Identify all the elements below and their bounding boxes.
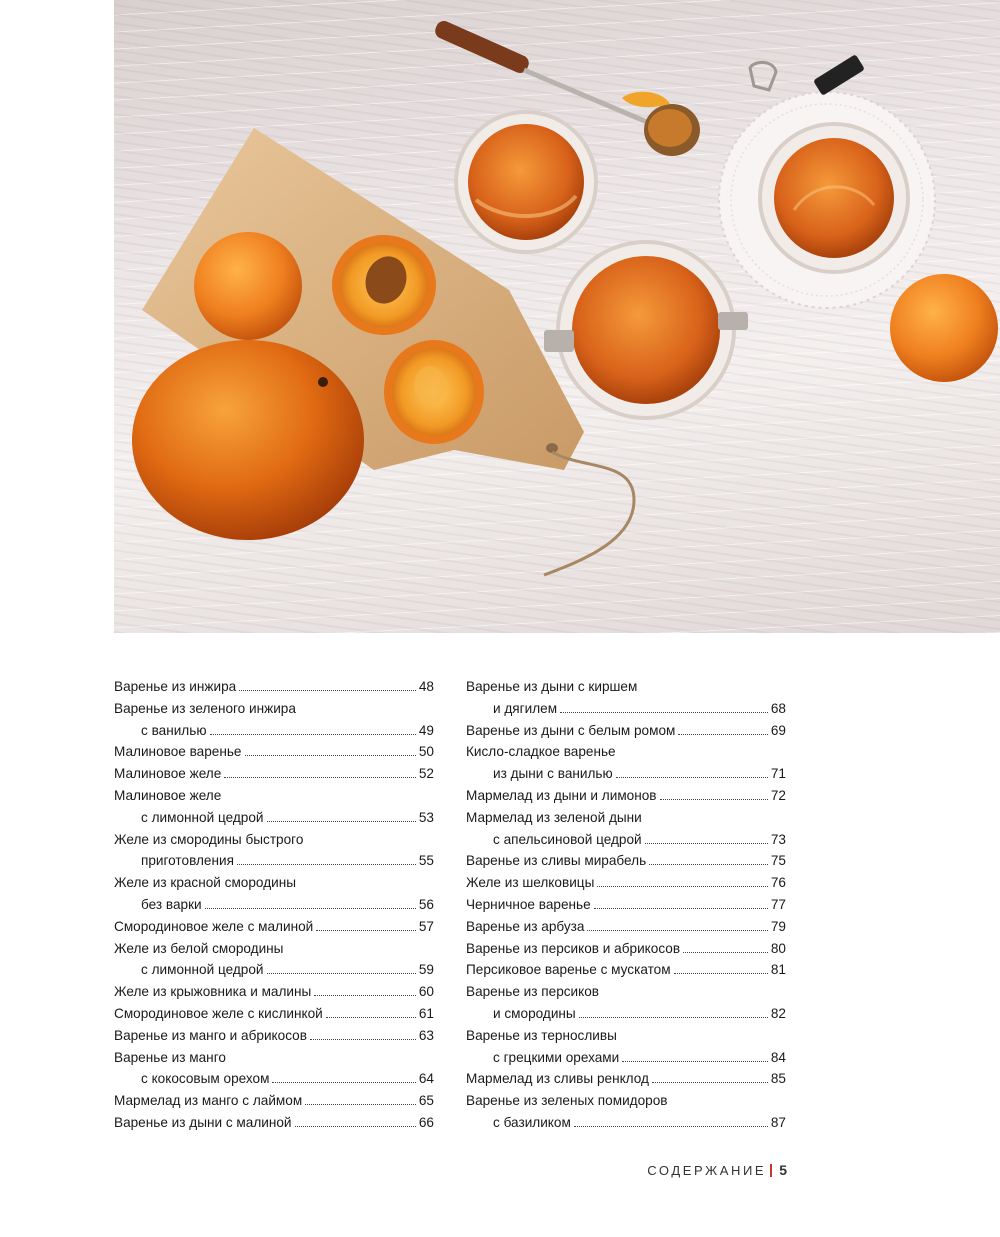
toc-page-number: 64 [418,1071,434,1087]
toc-entry[interactable] [466,676,786,720]
toc-entry-line [114,1068,434,1090]
toc-page-number: 80 [770,940,786,956]
toc-dot-leader [314,995,416,996]
toc-entry-title: Смородиновое желе с кислинкой [114,1005,323,1021]
toc-entry[interactable] [114,829,434,873]
toc-entry-line [114,763,434,785]
toc-entry[interactable] [114,938,434,982]
toc-entry-line [466,720,786,742]
apricot-right [890,274,998,382]
toc-dot-leader [205,908,416,909]
toc-entry-title: Малиновое желе [114,766,222,782]
toc-entry-title: Черничное варенье [466,896,591,912]
toc-page-number: 76 [770,875,786,891]
toc-entry-line [114,872,434,894]
toc-entry-line [466,1025,786,1047]
toc-page-number: 82 [770,1005,786,1021]
apricot-whole [194,232,302,340]
jam-still-life-illustration [114,0,1000,633]
toc-dot-leader [622,1061,768,1062]
toc-entry-line [466,1112,786,1134]
toc-entry-title: Желе из шелковицы [466,875,595,891]
toc-entry-line [466,741,786,763]
toc-entry-title: Смородиновое желе с малиной [114,918,314,934]
toc-dot-leader [660,799,768,800]
toc-entry-line [466,1047,786,1069]
toc-dot-leader [295,1126,416,1127]
apricot-half-with-pit [332,235,436,335]
jam-jar-top [456,112,596,252]
toc-entry-line [466,785,786,807]
toc-page-number: 59 [418,962,434,978]
section-title: СОДЕРЖАНИЕ [647,1162,767,1178]
toc-entry-title: Варенье из зеленых помидоров [466,1093,668,1109]
cookie-cutter-steel [750,62,776,90]
toc-entry-title: Желе из белой смородины [114,940,284,956]
toc-entry-title: Варенье из зеленого инжира [114,700,296,716]
hero-photo [114,0,1000,633]
toc-dot-leader [310,1039,416,1040]
toc-entry-title: с кокосовым орехом [141,1071,270,1087]
toc-entry-line [114,741,434,763]
toc-entry-line [114,850,434,872]
toc-entry-line [114,785,434,807]
toc-entry-title: Варенье из дыни с белым ромом [466,722,676,738]
toc-entry-line [114,1112,434,1134]
toc-entry-line [114,1047,434,1069]
toc-entry-line [466,894,786,916]
toc-entry-title: и дягилем [493,700,558,716]
toc-page-number: 65 [418,1093,434,1109]
toc-entry[interactable] [466,1090,786,1134]
toc-page-number: 60 [418,984,434,1000]
page-footer [647,1162,787,1178]
page-number: 5 [779,1162,787,1178]
toc-entry-line [466,676,786,698]
toc-entry-line [114,1025,434,1047]
toc-entry[interactable] [466,850,786,872]
jam-jar-center [544,242,748,418]
toc-entry-title: Варенье из дыни с малиной [114,1114,292,1130]
toc-page-number: 50 [418,744,434,760]
toc-page-number: 71 [770,766,786,782]
toc-entry-title: Варенье из манго [114,1049,226,1065]
toc-dot-leader [674,973,768,974]
toc-entry[interactable] [466,1068,786,1090]
mango [132,340,364,540]
toc-page-number: 73 [770,831,786,847]
toc-entry-title: Мармелад из манго с лаймом [114,1093,303,1109]
toc-page-number: 69 [770,722,786,738]
toc-dot-leader [224,777,416,778]
toc-entry-line [114,916,434,938]
toc-entry[interactable] [114,1047,434,1091]
toc-entry-line [114,720,434,742]
toc-page-number: 63 [418,1027,434,1043]
toc-entry[interactable] [114,1090,434,1112]
toc-page-number: 66 [418,1114,434,1130]
toc-entry-line [466,981,786,1003]
toc-entry-line [114,829,434,851]
toc-entry-title: без варки [141,896,202,912]
toc-dot-leader [579,1017,768,1018]
toc-entry[interactable] [466,959,786,981]
toc-page-number: 87 [770,1114,786,1130]
toc-dot-leader [594,908,768,909]
toc-entry-title: Варенье из арбуза [466,918,585,934]
toc-entry-title: Варенье из дыни с киршем [466,679,638,694]
toc-entry-line [466,959,786,981]
toc-entry[interactable] [466,916,786,938]
toc-dot-leader [210,734,416,735]
toc-entry-title: Мармелад из дыни и лимонов [466,787,657,803]
toc-entry[interactable] [466,785,786,807]
toc-entry-line [466,807,786,829]
toc-page-number: 81 [770,962,786,978]
toc-entry[interactable] [466,1025,786,1069]
toc-entry-title: Варенье из инжира [114,679,237,694]
toc-entry-title: Варенье из манго и абрикосов [114,1027,307,1043]
toc-entry-line [114,1090,434,1112]
toc-entry[interactable] [466,741,786,785]
toc-dot-leader [237,864,416,865]
toc-entry-line [466,1003,786,1025]
jam-jar-right [760,124,908,272]
toc-page-number: 79 [770,918,786,934]
toc-entry-title: Малиновое варенье [114,744,242,760]
toc-entry-title: Мармелад из зеленой дыни [466,809,642,825]
toc-dot-leader [616,777,768,778]
toc-entry[interactable] [466,872,786,894]
toc-page-number: 56 [418,896,434,912]
toc-entry[interactable] [114,676,434,698]
toc-dot-leader [678,734,768,735]
toc-entry[interactable] [114,1112,434,1134]
toc-entry-title: и смородины [493,1005,576,1021]
toc-page-number: 77 [770,896,786,912]
toc-page-number: 68 [770,700,786,716]
toc-entry[interactable] [114,741,434,763]
toc-dot-leader [645,843,768,844]
toc-entry-title: с лимонной цедрой [141,809,264,825]
toc-entry-line [114,894,434,916]
toc-entry-line [466,763,786,785]
toc-entry-line [114,981,434,1003]
toc-page-number: 55 [418,853,434,869]
toc-page-number: 53 [418,809,434,825]
toc-entry-title: Мармелад из сливы ренклод [466,1071,649,1087]
toc-dot-leader [267,973,416,974]
toc-entry[interactable] [114,763,434,785]
toc-entry-title: Желе из смородины быстрого [114,831,304,847]
toc-dot-leader [239,690,416,691]
toc-dot-leader [574,1126,768,1127]
toc-entry[interactable] [466,981,786,1025]
toc-entry-line [466,850,786,872]
toc-entry[interactable] [466,807,786,851]
toc-entry-line [114,938,434,960]
toc-entry-title: Кисло-сладкое варенье [466,744,616,760]
toc-dot-leader [683,952,768,953]
toc-dot-leader [652,1082,768,1083]
toc-page-number: 52 [418,766,434,782]
toc-column-right [466,676,786,1134]
toc-dot-leader [316,930,416,931]
toc-dot-leader [267,821,416,822]
toc-entry[interactable] [466,720,786,742]
toc-entry[interactable] [114,698,434,742]
toc-page-number: 61 [418,1005,434,1021]
toc-page-number: 49 [418,722,434,738]
toc-entry-line [466,916,786,938]
toc-entry-line [466,829,786,851]
toc-entry-line [466,1068,786,1090]
toc-entry-line [466,872,786,894]
toc-entry-line [114,698,434,720]
toc-dot-leader [587,930,767,931]
toc-entry-title: Желе из красной смородины [114,875,296,891]
toc-page-number: 57 [418,918,434,934]
toc-entry-title: с ванилью [141,722,207,738]
toc-entry-title: Варенье из персиков [466,984,600,1000]
toc-page-number: 72 [770,787,786,803]
toc-entry-line [114,807,434,829]
toc-entry-title: Варенье из терносливы [466,1027,617,1043]
toc-entry[interactable] [114,1025,434,1047]
toc-entry-title: с базиликом [493,1114,571,1130]
toc-entry-line [466,1090,786,1112]
toc-entry-title: Персиковое варенье с мускатом [466,962,671,978]
toc-entry-line [466,938,786,960]
toc-entry[interactable] [114,916,434,938]
toc-entry-line [466,698,786,720]
toc-entry[interactable] [114,785,434,829]
toc-entry-title: Желе из крыжовника и малины [114,984,312,1000]
toc-entry[interactable] [114,981,434,1003]
toc-entry-title: приготовления [141,853,234,869]
toc-dot-leader [560,712,768,713]
toc-dot-leader [597,886,768,887]
toc-entry-title: из дыни с ванилью [493,766,613,782]
toc-dot-leader [305,1104,416,1105]
toc-page-number: 85 [770,1071,786,1087]
toc-page-number: 75 [770,853,786,869]
toc-entry-title: Варенье из персиков и абрикосов [466,940,681,956]
cookie-cutter-black [813,54,865,96]
toc-entry-title: с апельсиновой цедрой [493,831,642,847]
toc-page-number: 48 [418,679,434,694]
toc-entry[interactable] [466,894,786,916]
toc-entry-title: с грецкими орехами [493,1049,620,1065]
apricot-half [384,340,484,444]
toc-entry[interactable] [114,1003,434,1025]
toc-entry-line [114,959,434,981]
toc-page-number: 84 [770,1049,786,1065]
toc-entry-line [114,1003,434,1025]
toc-column-left [114,676,434,1134]
toc-entry[interactable] [114,872,434,916]
toc-dot-leader [649,864,768,865]
toc-dot-leader [326,1017,416,1018]
toc-dot-leader [272,1082,415,1083]
toc-entry-title: Малиновое желе [114,787,222,803]
toc-dot-leader [245,755,416,756]
toc-entry[interactable] [466,938,786,960]
footer-separator [770,1164,772,1177]
toc-entry-line [114,676,434,698]
toc-entry-title: Варенье из сливы мирабель [466,853,647,869]
toc-entry-title: с лимонной цедрой [141,962,264,978]
